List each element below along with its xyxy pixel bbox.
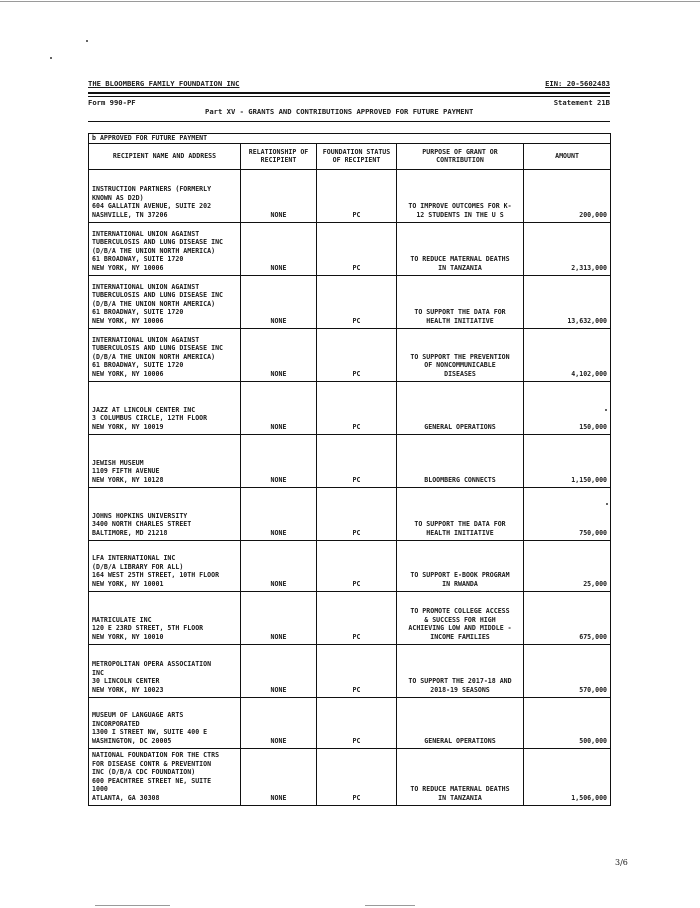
- status-cell: PC: [317, 487, 397, 540]
- col-amount-header: AMOUNT: [524, 143, 611, 169]
- grant-row: [89, 222, 611, 275]
- grant-row: [89, 328, 611, 381]
- recipient-cell: LFA INTERNATIONAL INC (D/B/A LIBRARY FOR ALL) 164 WEST 25TH STREET, 10TH FLOOR NEW YORK, NY 10001: [89, 540, 241, 591]
- purpose-cell: TO SUPPORT E-BOOK PROGRAM IN RWANDA: [397, 540, 524, 591]
- amount-cell: 1,506,000: [524, 748, 611, 805]
- section-row: [89, 134, 611, 144]
- header-row: [89, 143, 611, 169]
- amount-cell: 150,000: [524, 381, 611, 434]
- recipient-cell: INTERNATIONAL UNION AGAINST TUBERCULOSIS AND LUNG DISEASE INC (D/B/A THE UNION NORTH AMERICA) 61 BROADWAY, SUITE 1720 NEW YORK, NY 10006: [89, 222, 241, 275]
- relationship-cell: NONE: [241, 169, 317, 222]
- organization-name: THE BLOOMBERG FAMILY FOUNDATION INC: [88, 79, 240, 88]
- grant-row: [89, 169, 611, 222]
- amount-cell: 25,000: [524, 540, 611, 591]
- recipient-cell: NATIONAL FOUNDATION FOR THE CTRS FOR DISEASE CONTR & PREVENTION INC (D/B/A CDC FOUNDATION) 600 PEACHTREE STREET NE, SUITE 1000 ATLANTA, GA 30308: [89, 748, 241, 805]
- section-rule: [88, 121, 610, 122]
- amount-cell: 675,000: [524, 591, 611, 644]
- part-title: Part XV - GRANTS AND CONTRIBUTIONS APPROVED FOR FUTURE PAYMENT: [205, 107, 474, 116]
- relationship-cell: NONE: [241, 275, 317, 328]
- relationship-cell: NONE: [241, 591, 317, 644]
- purpose-cell: TO SUPPORT THE 2017-18 AND 2018-19 SEASONS: [397, 644, 524, 697]
- statement-number: Statement 21B: [553, 98, 610, 107]
- amount-cell: 500,000: [524, 697, 611, 748]
- grant-row: [89, 748, 611, 805]
- recipient-cell: MATRICULATE INC 120 E 23RD STREET, 5TH FLOOR NEW YORK, NY 10010: [89, 591, 241, 644]
- recipient-cell: METROPOLITAN OPERA ASSOCIATION INC 30 LINCOLN CENTER NEW YORK, NY 10023: [89, 644, 241, 697]
- relationship-cell: NONE: [241, 748, 317, 805]
- recipient-cell: MUSEUM OF LANGUAGE ARTS INCORPORATED 1300 I STREET NW, SUITE 400 E WASHINGTON, DC 20005: [89, 697, 241, 748]
- status-cell: PC: [317, 591, 397, 644]
- status-cell: PC: [317, 275, 397, 328]
- recipient-cell: JAZZ AT LINCOLN CENTER INC 3 COLUMBUS CIRCLE, 12TH FLOOR NEW YORK, NY 10019: [89, 381, 241, 434]
- purpose-cell: TO SUPPORT THE DATA FOR HEALTH INITIATIVE: [397, 275, 524, 328]
- scan-edge-top: [0, 1, 700, 2]
- grant-row: [89, 697, 611, 748]
- relationship-cell: NONE: [241, 487, 317, 540]
- amount-cell: 2,313,000: [524, 222, 611, 275]
- amount-cell: 13,632,000: [524, 275, 611, 328]
- grant-row: [89, 540, 611, 591]
- grant-rows: [89, 169, 611, 805]
- relationship-cell: NONE: [241, 434, 317, 487]
- status-cell: PC: [317, 222, 397, 275]
- scan-edge-bottom: [365, 905, 415, 906]
- col-purpose-header: PURPOSE OF GRANT OR CONTRIBUTION: [397, 143, 524, 169]
- status-cell: PC: [317, 644, 397, 697]
- recipient-cell: INTERNATIONAL UNION AGAINST TUBERCULOSIS AND LUNG DISEASE INC (D/B/A THE UNION NORTH AMERICA) 61 BROADWAY, SUITE 1720 NEW YORK, NY 10006: [89, 328, 241, 381]
- status-cell: PC: [317, 540, 397, 591]
- status-cell: PC: [317, 697, 397, 748]
- page-number: 3/6: [615, 858, 628, 867]
- scan-edge-bottom: [95, 905, 170, 906]
- status-cell: PC: [317, 381, 397, 434]
- grant-row: [89, 275, 611, 328]
- amount-cell: 750,000: [524, 487, 611, 540]
- purpose-cell: GENERAL OPERATIONS: [397, 381, 524, 434]
- relationship-cell: NONE: [241, 540, 317, 591]
- grant-row: [89, 434, 611, 487]
- purpose-cell: TO SUPPORT THE DATA FOR HEALTH INITIATIVE: [397, 487, 524, 540]
- recipient-cell: JEWISH MUSEUM 1109 FIFTH AVENUE NEW YORK, NY 10128: [89, 434, 241, 487]
- relationship-cell: NONE: [241, 644, 317, 697]
- purpose-cell: TO IMPROVE OUTCOMES FOR K- 12 STUDENTS IN THE U S: [397, 169, 524, 222]
- relationship-cell: NONE: [241, 222, 317, 275]
- relationship-cell: NONE: [241, 381, 317, 434]
- purpose-cell: GENERAL OPERATIONS: [397, 697, 524, 748]
- grant-row: [89, 591, 611, 644]
- amount-cell: 200,000: [524, 169, 611, 222]
- purpose-cell: BLOOMBERG CONNECTS: [397, 434, 524, 487]
- grant-row: [89, 644, 611, 697]
- purpose-cell: TO PROMOTE COLLEGE ACCESS & SUCCESS FOR HIGH ACHIEVING LOW AND MIDDLE - INCOME FAMILIES: [397, 591, 524, 644]
- col-recipient-header: RECIPIENT NAME AND ADDRESS: [89, 143, 241, 169]
- section-label: b APPROVED FOR FUTURE PAYMENT: [89, 134, 611, 144]
- col-status-header: FOUNDATION STATUS OF RECIPIENT: [317, 143, 397, 169]
- header-rule: [88, 92, 610, 94]
- relationship-cell: NONE: [241, 697, 317, 748]
- ein-number: EIN: 20-5602483: [545, 79, 610, 88]
- purpose-cell: TO REDUCE MATERNAL DEATHS IN TANZANIA: [397, 748, 524, 805]
- status-cell: PC: [317, 328, 397, 381]
- recipient-cell: INSTRUCTION PARTNERS (FORMERLY KNOWN AS D2D) 604 GALLATIN AVENUE, SUITE 202 NASHVILLE, TN 37206: [89, 169, 241, 222]
- status-cell: PC: [317, 748, 397, 805]
- scan-speck: [50, 57, 52, 59]
- recipient-cell: JOHNS HOPKINS UNIVERSITY 3400 NORTH CHARLES STREET BALTIMORE, MD 21218: [89, 487, 241, 540]
- amount-cell: 4,102,000: [524, 328, 611, 381]
- grant-row: [89, 381, 611, 434]
- status-cell: PC: [317, 169, 397, 222]
- col-relationship-header: RELATIONSHIP OF RECIPIENT: [241, 143, 317, 169]
- header-rule: [88, 96, 610, 97]
- relationship-cell: NONE: [241, 328, 317, 381]
- amount-cell: 570,000: [524, 644, 611, 697]
- purpose-cell: TO REDUCE MATERNAL DEATHS IN TANZANIA: [397, 222, 524, 275]
- purpose-cell: TO SUPPORT THE PREVENTION OF NONCOMMUNICABLE DISEASES: [397, 328, 524, 381]
- form-number: Form 990-PF: [88, 98, 136, 107]
- scan-speck: [86, 40, 88, 42]
- amount-cell: 1,150,000: [524, 434, 611, 487]
- grant-row: [89, 487, 611, 540]
- grants-table: [88, 133, 611, 806]
- recipient-cell: INTERNATIONAL UNION AGAINST TUBERCULOSIS AND LUNG DISEASE INC (D/B/A THE UNION NORTH AMERICA) 61 BROADWAY, SUITE 1720 NEW YORK, NY 10006: [89, 275, 241, 328]
- status-cell: PC: [317, 434, 397, 487]
